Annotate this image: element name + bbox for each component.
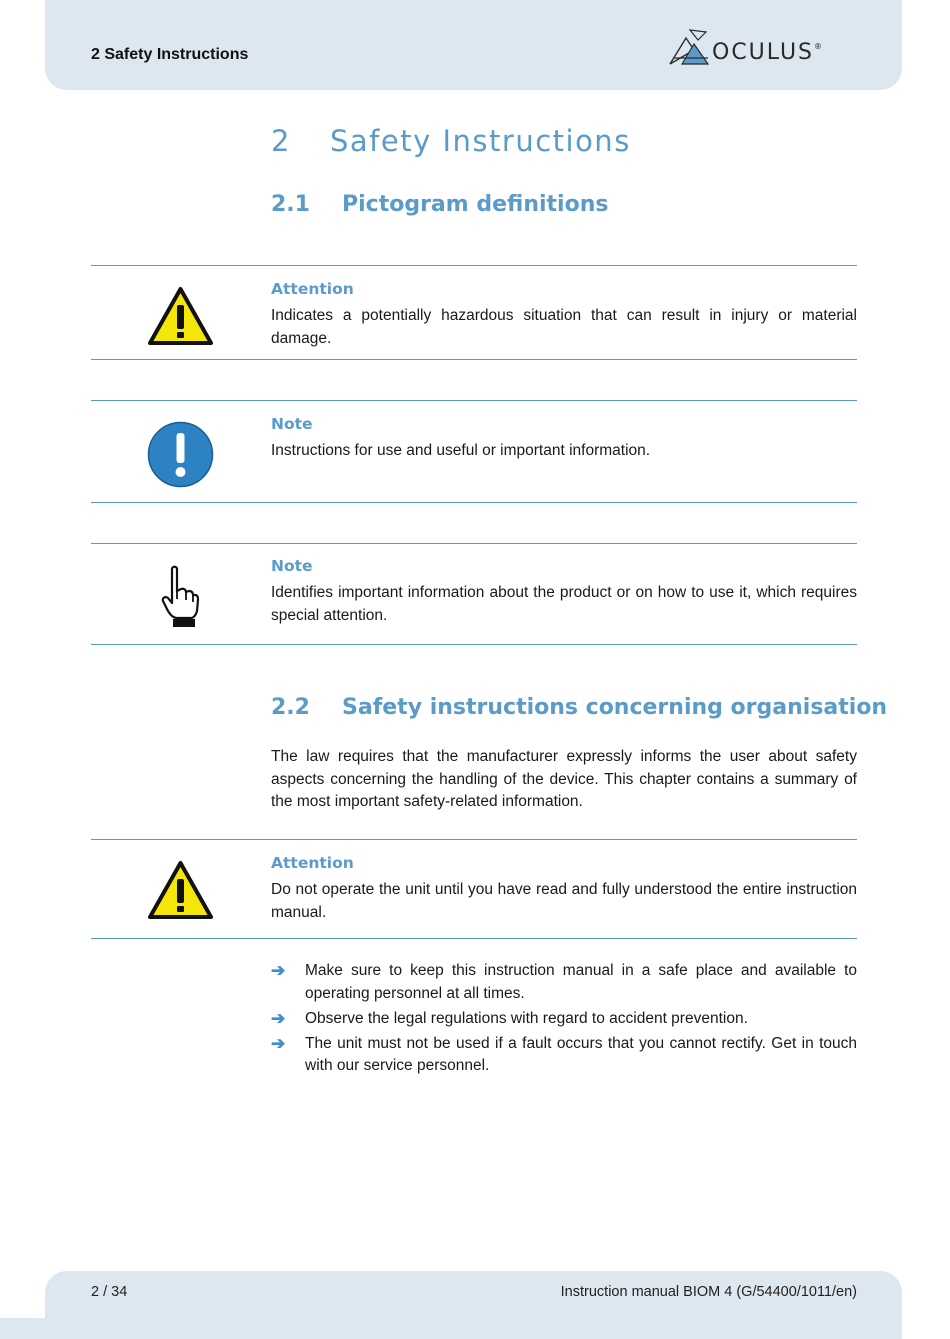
list-item-text: Observe the legal regulations with regard to accident prevention. xyxy=(305,1009,748,1027)
attention-description: Do not operate the unit until you have read and fully understood the entire instruction manual. xyxy=(271,881,857,921)
registered-mark: ® xyxy=(814,42,823,51)
footer-corner-tab xyxy=(0,1318,46,1339)
list-item xyxy=(271,1008,857,1031)
pictogram-description: Identifies important information about the product or on how to use it, which requires special attention. xyxy=(271,584,857,624)
info-circle-icon xyxy=(147,421,214,488)
section-number: 2.2 xyxy=(271,695,310,720)
divider xyxy=(91,400,857,401)
logo-wordmark xyxy=(712,40,822,65)
section-title: Pictogram definitions xyxy=(342,192,609,217)
pictogram-description: Instructions for use and useful or important information. xyxy=(271,442,651,459)
list-item xyxy=(271,1033,857,1078)
section-heading-2-2 xyxy=(271,695,887,720)
page-number: 2 / 34 xyxy=(91,1284,128,1300)
logo-text: OCULUS xyxy=(712,40,815,65)
divider xyxy=(91,359,857,360)
pictogram-label: Note xyxy=(271,557,313,575)
divider xyxy=(91,644,857,645)
list-item-text: Make sure to keep this instruction manual in a safe place and available to operating personnel at all times. xyxy=(305,962,857,1002)
list-item xyxy=(271,960,857,1005)
chapter-heading xyxy=(271,124,631,158)
divider xyxy=(91,839,857,840)
pictogram-label: Attention xyxy=(271,280,354,298)
arrow-right-icon: ➔ xyxy=(271,961,286,980)
divider xyxy=(91,543,857,544)
section-number: 2.1 xyxy=(271,192,310,217)
chapter-title: Safety Instructions xyxy=(330,124,631,158)
pointing-hand-icon xyxy=(160,565,200,629)
pictogram-label: Note xyxy=(271,415,313,433)
chapter-number: 2 xyxy=(271,124,291,158)
arrow-right-icon: ➔ xyxy=(271,1033,286,1053)
arrow-right-icon: ➔ xyxy=(271,1008,286,1028)
attention-label: Attention xyxy=(271,854,354,872)
section-heading-2-1 xyxy=(271,192,608,217)
footer-band xyxy=(45,1271,902,1339)
divider xyxy=(91,938,857,939)
warning-triangle-icon xyxy=(147,860,214,920)
pictogram-description: Indicates a potentially hazardous situation that can result in injury or material damage. xyxy=(271,307,857,347)
instruction-list xyxy=(271,960,857,1080)
section-paragraph: The law requires that the manufacturer expressly informs the user about safety aspects concerning the handling of the device. This chapter contains a summary of the most important safety-related information. xyxy=(271,748,857,810)
warning-triangle-icon xyxy=(147,286,214,346)
running-header-title: 2 Safety Instructions xyxy=(91,46,249,63)
divider xyxy=(91,502,857,503)
manual-reference: Instruction manual BIOM 4 (G/54400/1011/en) xyxy=(560,1284,857,1300)
section-title: Safety instructions concerning organisation xyxy=(342,695,888,720)
divider xyxy=(91,265,857,266)
list-item-text: The unit must not be used if a fault occurs that you cannot rectify. Get in touch with our service personnel. xyxy=(305,1034,857,1074)
